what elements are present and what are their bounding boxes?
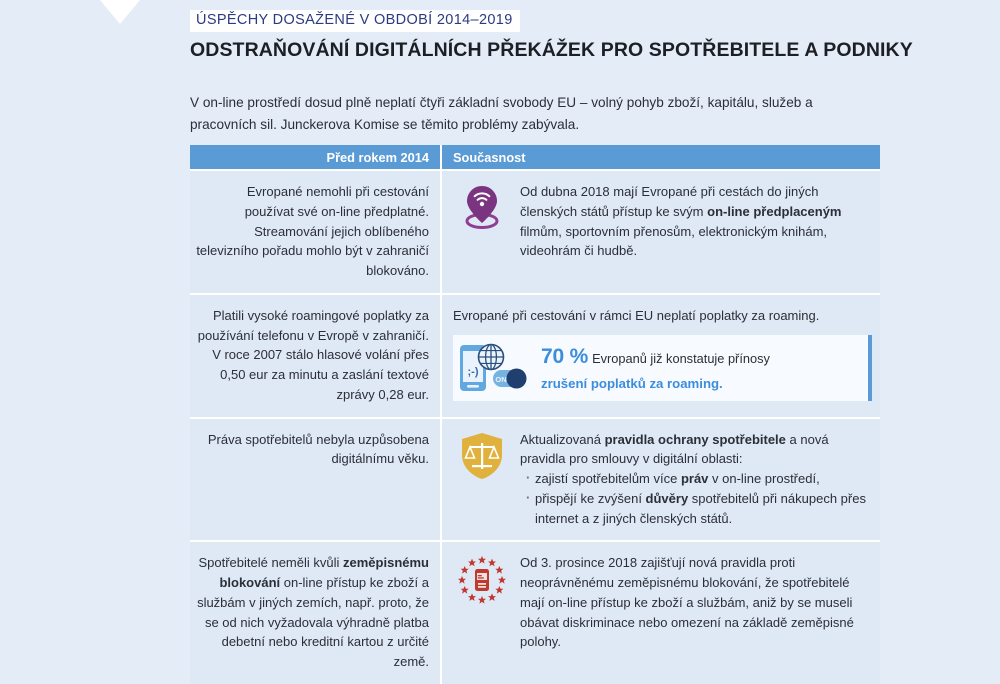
location-pin-wifi-icon bbox=[453, 182, 511, 281]
row3-text-suffix: a nová pravidla pro smlouvy v digitální oblasti: bbox=[520, 431, 829, 467]
row3-text-prefix: Aktualizovaná bbox=[520, 431, 605, 447]
eu-stars-smartphone-icon bbox=[453, 553, 511, 672]
cell-now-4 bbox=[442, 542, 880, 684]
bullet1-post: v on-line prostředí, bbox=[708, 471, 820, 486]
smartphone-globe-toggle-icon bbox=[457, 341, 531, 394]
cell-now-1 bbox=[442, 171, 880, 293]
table-row bbox=[190, 417, 880, 541]
toggle-on-label: ON bbox=[495, 375, 507, 384]
row1-text-prefix: Od dubna 2018 mají Evropané při cestách do jiných členských států přístup ke svým bbox=[520, 184, 819, 219]
comparison-table bbox=[190, 145, 880, 684]
corner-chevron-decoration bbox=[100, 0, 140, 24]
row2-lead-text: Evropané při cestování v rámci EU neplatí poplatky za roaming. bbox=[453, 307, 820, 323]
cell-now-3 bbox=[442, 419, 880, 541]
cell-now-1-text bbox=[520, 182, 872, 281]
page-header bbox=[190, 10, 913, 62]
row1-text-bold: on-line předplaceným bbox=[707, 203, 842, 219]
column-header-before: Před rokem 2014 bbox=[326, 149, 429, 165]
cell-now-2 bbox=[442, 295, 880, 417]
shield-scales-icon bbox=[453, 430, 511, 529]
table-row bbox=[190, 169, 880, 293]
roaming-stat-text bbox=[541, 341, 858, 394]
bullet2-post: spotřebitelů při nákupech přes internet a z jiných členských států. bbox=[535, 490, 866, 526]
row4-before-prefix: Spotřebitelé neměli kvůli bbox=[198, 555, 344, 571]
table-row bbox=[190, 540, 880, 684]
intro-paragraph: V on-line prostředí dosud plně neplatí čtyři základní svobody EU – volný pohyb zboží, kapitálu, služeb a pracovních sil. Junckerova Komise se těmito problémy zabývala. bbox=[190, 95, 813, 133]
bullet1-bold: práv bbox=[680, 471, 709, 486]
stat-description: Evropanů již konstatuje přínosy bbox=[592, 351, 770, 367]
table-row bbox=[190, 293, 880, 417]
stat-highlight: zrušení poplatků za roaming. bbox=[541, 375, 723, 391]
list-item bbox=[526, 469, 872, 489]
cell-before-4 bbox=[190, 542, 440, 684]
page-title: ODSTRAŇOVÁNÍ DIGITÁLNÍCH PŘEKÁŽEK PRO SPOTŘEBITELE A PODNIKY bbox=[190, 38, 913, 61]
table-header-row bbox=[190, 145, 880, 169]
bullet1-pre: zajistí spotřebitelům více bbox=[535, 471, 681, 486]
column-header-now: Současnost bbox=[453, 149, 526, 165]
phone-face-text: ;-) bbox=[467, 366, 479, 378]
cell-before-2: Platili vysoké roamingové poplatky za používání telefonu v Evropě v zahraničí. V roce 2007 stálo hlasové volání přes 0,50 eur za minutu a zaslání textové zprávy 0,28 eur. bbox=[197, 307, 429, 402]
cell-now-3-text bbox=[520, 430, 872, 529]
row4-before-suffix: on-line přístup ke zboží a službám v jiných zemích, např. proto, že se od nich vyžadovala výhradně platba debetní nebo kreditní kartou z určité země. bbox=[197, 575, 429, 669]
bullet2-bold: důvěry bbox=[645, 490, 689, 506]
stat-value: 70 % bbox=[541, 345, 589, 369]
cell-before-3: Práva spotřebitelů nebyla uzpůsobena digitálnímu věku. bbox=[207, 431, 429, 467]
row1-text-suffix: filmům, sportovním přenosům, elektronickým knihám, videohrám či hudbě. bbox=[520, 223, 828, 259]
roaming-stat-callout bbox=[453, 335, 872, 401]
cell-now-4-text: Od 3. prosince 2018 zajišťují nová pravidla proti neoprávněnému zeměpisnému blokování, že spotřebitelé mají on-line přístup ke zboží a službám, aniž by se museli obávat diskriminace nebo omezení na základě zeměpisné polohy. bbox=[520, 555, 854, 650]
row3-intro-line bbox=[520, 430, 872, 470]
row3-bullet-list bbox=[520, 469, 872, 528]
bullet2-pre: přispějí ke zvýšení bbox=[535, 490, 646, 506]
list-item bbox=[526, 489, 872, 529]
row4-before-bold: zeměpisnému blokování bbox=[219, 555, 429, 590]
cell-before-1: Evropané nemohli při cestování používat své on-line předplatné. Streamování jejich oblíbeného televizního pořadu mohlo být v zahraničí blokováno. bbox=[196, 184, 429, 278]
eyebrow-label: ÚSPĚCHY DOSAŽENÉ V OBDOBÍ 2014–2019 bbox=[190, 10, 520, 32]
row3-text-bold: pravidla ochrany spotřebitele bbox=[604, 431, 786, 447]
